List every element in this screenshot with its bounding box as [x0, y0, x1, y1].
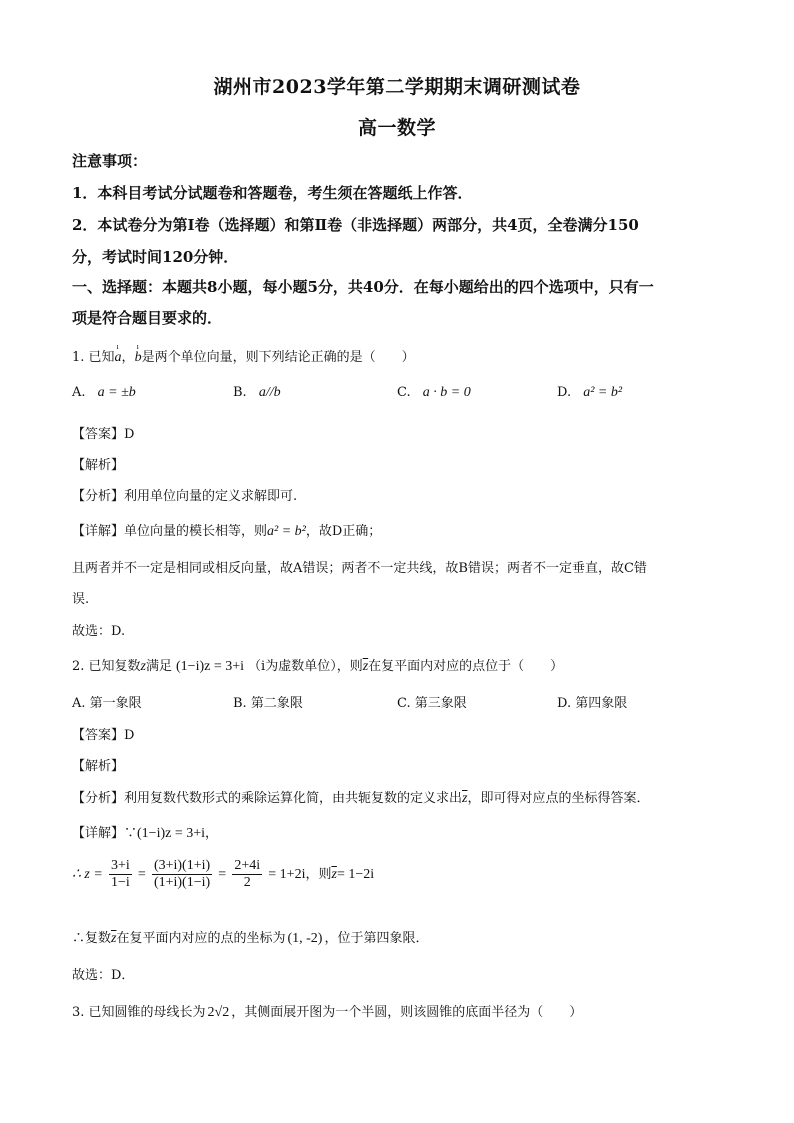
q2-calculation: ∴ z = $\frac{3+i}{1-i}$ = $\frac{(3+i)(1+i)}{(1+i)(1-i)}$ = $\frac{2+4i}{2}$ = 1+2i，则$\overline{z}= 1-2i$: [72, 858, 375, 890]
point-coordinate: (1, -2): [287, 931, 323, 946]
exam-title: 湖州市2023学年第二学期期末调研测试卷: [213, 76, 581, 98]
q2-choose: 故选：D．: [72, 968, 135, 983]
calc-result: = 1+2i: [268, 867, 306, 882]
q1-fenxi: 【分析】利用单位向量的定义求解即可.: [72, 489, 298, 504]
q2-detail: 【详解】∵(1−i)z = 3+i，: [72, 826, 219, 841]
q1-detail-2: 且两者并不一定是相同或相反向量，故A错误；两者不一定共线，故B错误；两者不一定垂直，故C错: [72, 561, 647, 576]
q2-zbar: $\overline{z}$: [362, 659, 369, 674]
q1-choose: 故选：D.: [72, 624, 126, 639]
calc-fraction-3: $\frac{2+4i}{2}$: [234, 858, 261, 890]
q2-option-b: B. 第二象限: [233, 696, 303, 711]
calc-zbar: $\overline{z}$: [331, 867, 337, 882]
q2-equation: (1−i)z = 3+i: [176, 659, 245, 674]
q1-option-d: D. a² = b²: [557, 385, 623, 400]
notes-item-2-cont: 分，考试时间120分钟．: [72, 248, 239, 266]
q1-answer: 【答案】D: [72, 427, 135, 442]
q2-answer: 【答案】D: [72, 728, 135, 743]
q2-stem: 2. 已知复数z满足 (1−i)z = 3+i （i为虚数单位），则$\overline{z}$在复平面内对应的点位于（ ）: [72, 659, 564, 674]
q2-fenxi: 【分析】利用复数代数形式的乘除运算化简，由共轭复数的定义求出$\overline{z}$，即可得对应点的坐标得答案．: [72, 791, 650, 806]
notes-item-1: 1．本科目考试分试题卷和答题卷，考生须在答题纸上作答．: [72, 184, 473, 202]
q2-analysis-label: 【解析】: [72, 759, 125, 774]
calc-fraction-1: $\frac{3+i}{1-i}$: [110, 858, 130, 890]
q2-point: ∴复数$\overline{z}$在复平面内对应的点的坐标为 (1, -2) ，位于第四象限．: [72, 931, 429, 946]
q1-detail: 【详解】单位向量的模长相等，则a² = b²，故D正确；: [72, 524, 382, 539]
calc-fraction-2: $\frac{(3+i)(1+i)}{(1+i)(1-i)}$: [153, 858, 211, 890]
point-zbar: $\overline{z}$: [111, 931, 117, 946]
q3-value: 2√2: [207, 1005, 230, 1020]
q2-option-a: A. 第一象限: [72, 696, 142, 711]
q2-option-d: D. 第四象限: [557, 696, 628, 711]
notes-heading: 注意事项：: [72, 152, 148, 170]
q3-stem: 3. 已知圆锥的母线长为 2√2 ，其侧面展开图为一个半圆，则该圆锥的底面半径为（ ）: [72, 1005, 583, 1020]
vector-b: ı b: [134, 342, 142, 365]
notes-item-2: 2．本试卷分为第Ⅰ卷（选择题）和第Ⅱ卷（非选择题）两部分，共4页，全卷满分150: [72, 216, 639, 234]
calc-lead: ∴ z =: [72, 867, 103, 882]
q1-option-c: C. a · b = 0: [397, 385, 471, 400]
q1-detail-math: a² = b²: [267, 524, 306, 539]
q2-detail-equation: (1−i)z = 3+i: [137, 826, 206, 841]
q1-suffix: 是两个单位向量，则下列结论正确的是（ ）: [141, 350, 415, 365]
q1-option-a: A. a = ±b: [72, 385, 136, 400]
q1-detail-2-cont: 误.: [72, 592, 90, 607]
exam-subtitle: 高一数学: [357, 117, 436, 139]
q1-analysis-label: 【解析】: [72, 458, 125, 473]
q2-z: z: [140, 659, 146, 674]
q1-option-b: B. a//b: [233, 385, 281, 400]
q1-stem: [72, 342, 415, 366]
section1-intro: 一、选择题：本题共8小题，每小题5分，共40分．在每小题给出的四个选项中，只有一: [72, 278, 654, 296]
q1-prefix: 1. 已知: [72, 350, 115, 365]
vector-a: ı a: [114, 342, 122, 365]
q1-sep: ，: [121, 350, 135, 365]
q2-option-c: C. 第三象限: [397, 696, 467, 711]
section1-intro-cont: 项是符合题目要求的．: [72, 309, 223, 327]
q2-fenxi-zbar: $\overline{z}$: [462, 791, 468, 806]
calc-zbar-result: = 1−2i: [336, 867, 375, 882]
